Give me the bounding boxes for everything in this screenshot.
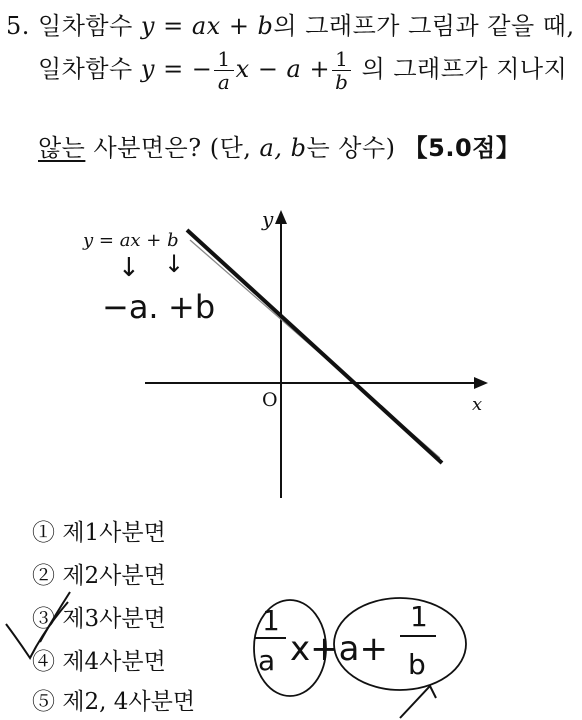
choice-5[interactable] (32, 683, 195, 716)
y-axis-label: y (262, 207, 274, 231)
question-text: 의 그래프가 지나지 (361, 55, 568, 83)
question-text: 는 상수) (306, 134, 396, 162)
question-text: 의 그래프가 그림과 같을 때, (273, 12, 575, 40)
equation-part: y = − (140, 55, 213, 83)
handwritten-arrow: ↓ (164, 250, 185, 278)
handwritten-note-a: −a. (102, 288, 159, 326)
fraction (332, 48, 351, 93)
choice-label: 제2, 4사분면 (62, 689, 196, 715)
handwritten-arrow: ↓ (118, 253, 140, 283)
question-number: 5. (6, 12, 30, 40)
line-label: y = ax + b (83, 230, 179, 251)
choice-marker: ① (32, 520, 55, 546)
choice-label: 제1사분면 (62, 520, 166, 546)
equation-part: x − a + (235, 55, 331, 83)
choice-label: 제3사분면 (62, 606, 166, 632)
scratch-numerator: 1 (262, 604, 280, 637)
scratch-expression: x+a+ (290, 629, 388, 669)
choice-marker: ⑤ (32, 689, 55, 715)
question-line-3 (38, 128, 520, 163)
handwritten-note-b: +b (168, 288, 216, 326)
x-axis-label: x (472, 394, 483, 415)
x-axis-arrow (474, 377, 488, 389)
fraction-denominator: a (217, 70, 231, 94)
question-text: 일차함수 (38, 12, 141, 40)
scratch-numerator: 1 (410, 600, 428, 633)
choice-marker: ④ (32, 649, 55, 675)
points-badge: 【5.0점】 (403, 134, 521, 162)
coordinate-graph (0, 190, 582, 510)
scratch-denominator: a (258, 644, 276, 677)
choice-marker: ② (32, 563, 55, 589)
scratch-denominator: b (408, 648, 426, 681)
y-axis-arrow (275, 210, 287, 224)
fraction-numerator: 1 (214, 48, 233, 71)
question-line-1 (6, 6, 575, 41)
fraction-numerator: 1 (332, 48, 351, 71)
constants: a, b (259, 134, 307, 162)
question-line-2 (38, 48, 567, 93)
origin-label: O (262, 389, 278, 411)
graph-line (187, 230, 442, 463)
equation: y = ax + b (140, 12, 274, 40)
choice-label: 제4사분면 (62, 649, 166, 675)
handwritten-marks (0, 580, 160, 680)
fraction (214, 48, 233, 93)
choice-marker: ③ (32, 606, 55, 632)
scratch-work (240, 590, 470, 720)
underlined-word: 않는 (38, 134, 86, 162)
question-text: 사분면은? (단, (85, 134, 260, 162)
choice-1[interactable] (32, 514, 166, 547)
choice-label: 제2사분면 (62, 563, 166, 589)
fraction-denominator: b (335, 70, 349, 94)
scratch-arrow (400, 686, 436, 718)
question-text: 일차함수 (38, 55, 141, 83)
